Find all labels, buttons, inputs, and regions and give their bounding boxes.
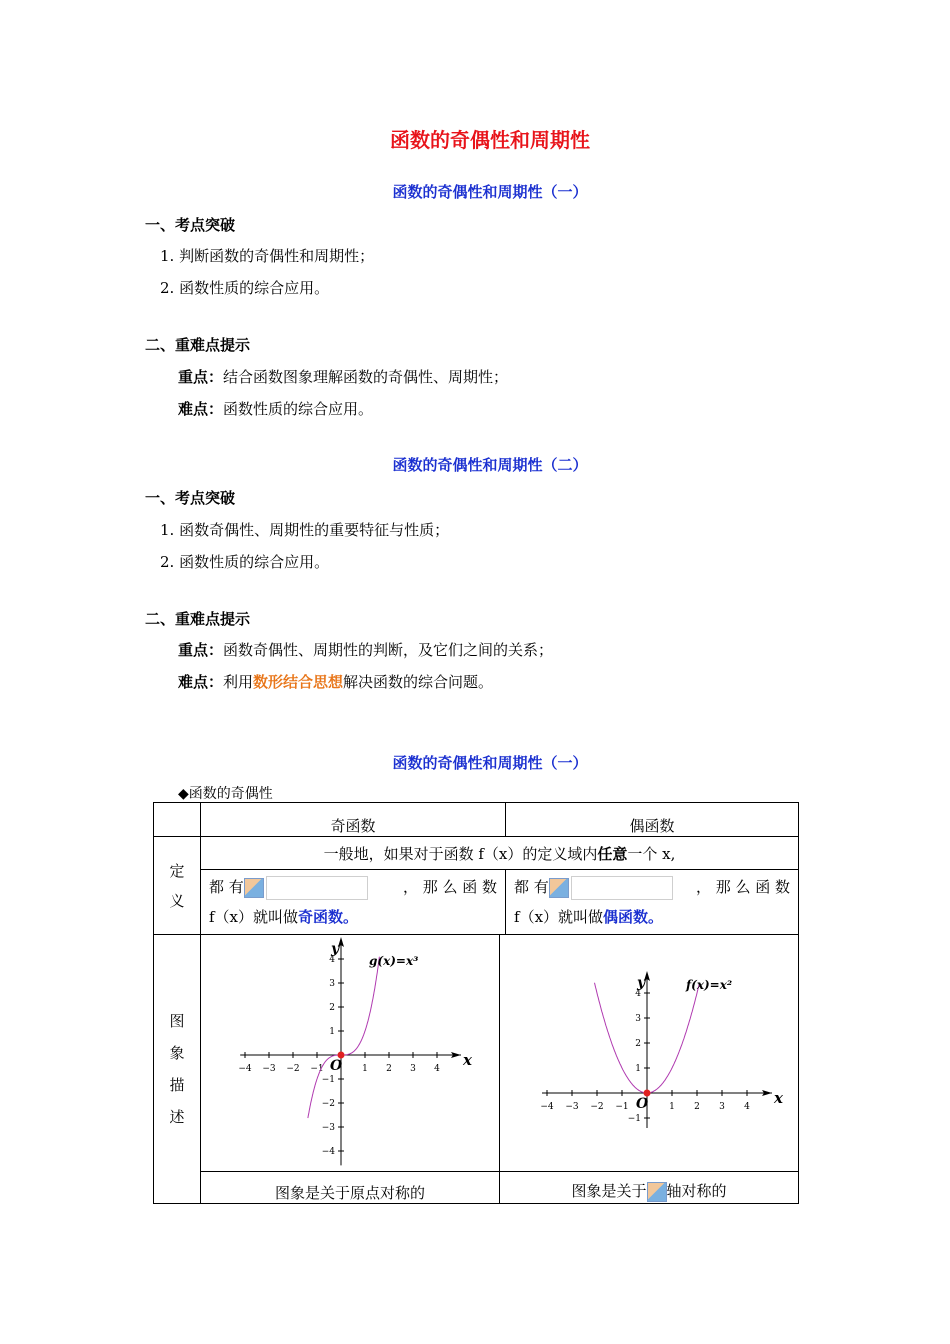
even-description bbox=[500, 1172, 799, 1204]
x-tick-label: 3 bbox=[410, 1064, 416, 1074]
difficulty-line bbox=[178, 671, 493, 692]
heading-exam-points-1: 一、考点突破 bbox=[145, 216, 236, 234]
x-axis-label: x bbox=[463, 1051, 472, 1069]
row-label-graph bbox=[154, 935, 201, 1204]
odd-def-bold: 奇函数。 bbox=[298, 908, 359, 926]
even-def-mid: ， 那 么 函 数 bbox=[695, 878, 791, 896]
header-even: 偶函数 bbox=[506, 803, 799, 837]
key-label: 重点： bbox=[178, 641, 224, 659]
heading-key-points-2: 二、重难点提示 bbox=[145, 610, 251, 628]
x-tick-label: −3 bbox=[565, 1102, 579, 1112]
x-tick-label: 1 bbox=[362, 1064, 368, 1074]
y-axis-label: y bbox=[331, 941, 340, 957]
x-axis-label: x bbox=[774, 1089, 783, 1107]
y-tick-label: 3 bbox=[635, 1014, 641, 1024]
odd-def-line2: f（x）就叫做 bbox=[209, 908, 299, 926]
x-tick-label: −4 bbox=[238, 1064, 252, 1074]
def-common-bold: 任意 bbox=[597, 844, 628, 863]
odd-description: 图象是关于原点对称的 bbox=[201, 1172, 500, 1204]
row-label-definition bbox=[154, 837, 201, 935]
heading-key-points-1: 二、重难点提示 bbox=[145, 336, 251, 354]
difficulty-pre: 利用 bbox=[223, 673, 254, 691]
x-tick-label: 4 bbox=[434, 1064, 440, 1074]
list-item: 2. 函数性质的综合应用。 bbox=[160, 279, 330, 297]
y-axis-label: y bbox=[637, 975, 646, 991]
list-item: 1. 函数奇偶性、周期性的重要特征与性质； bbox=[160, 521, 450, 539]
y-tick-label: −4 bbox=[321, 1147, 335, 1157]
odd-graph-cell bbox=[201, 935, 500, 1172]
row-label-graph-text: 图象描述 bbox=[169, 1012, 185, 1126]
origin-label: O bbox=[636, 1096, 649, 1112]
function-label: g(x)=x³ bbox=[369, 954, 419, 968]
key-text: 结合函数图象理解函数的奇偶性、周期性； bbox=[223, 368, 509, 386]
difficulty-post: 解决函数的综合问题。 bbox=[343, 673, 494, 691]
formula-image-icon bbox=[549, 878, 569, 898]
origin-label: O bbox=[330, 1058, 343, 1074]
x-tick-label: −1 bbox=[615, 1102, 629, 1112]
x-tick-label: −2 bbox=[590, 1102, 604, 1112]
y-tick-label: −2 bbox=[321, 1099, 335, 1109]
key-point-line bbox=[178, 366, 508, 387]
list-item: 1. 判断函数的奇偶性和周期性； bbox=[160, 247, 375, 265]
key-label: 重点： bbox=[178, 368, 224, 386]
y-tick-label: 2 bbox=[635, 1039, 641, 1049]
x-tick-label: −4 bbox=[540, 1102, 554, 1112]
y-tick-label: 4 bbox=[635, 989, 641, 999]
list-item: 2. 函数性质的综合应用。 bbox=[160, 553, 330, 571]
bullet-heading: ◆函数的奇偶性 bbox=[178, 786, 273, 802]
y-tick-label: −3 bbox=[321, 1123, 335, 1133]
y-tick-label: −1 bbox=[627, 1114, 641, 1124]
even-definition bbox=[506, 870, 799, 935]
y-tick-label: 1 bbox=[635, 1064, 641, 1074]
section-subtitle-2: 函数的奇偶性和周期性（二） bbox=[392, 456, 588, 474]
x-tick-label: −3 bbox=[262, 1064, 276, 1074]
x-tick-label: 2 bbox=[694, 1102, 700, 1112]
difficulty-line bbox=[178, 398, 373, 419]
even-graph-cell bbox=[500, 935, 799, 1172]
even-def-bold: 偶函数。 bbox=[603, 908, 664, 926]
difficulty-highlight: 数形结合思想 bbox=[253, 673, 344, 691]
odd-def-mid: ， 那 么 函 数 bbox=[402, 878, 498, 896]
odd-function-graph bbox=[201, 935, 499, 1171]
formula-placeholder bbox=[266, 876, 368, 900]
odd-definition bbox=[201, 870, 506, 935]
even-desc-post: 轴对称的 bbox=[666, 1181, 727, 1200]
def-common-post: 一个 x, bbox=[627, 844, 676, 863]
axis-image-icon bbox=[647, 1182, 667, 1202]
function-label: f(x)=x² bbox=[686, 978, 733, 992]
y-tick-label: −1 bbox=[321, 1075, 335, 1085]
y-tick-label: 4 bbox=[329, 955, 335, 965]
x-tick-label: 4 bbox=[744, 1102, 750, 1112]
parity-table bbox=[153, 802, 799, 1204]
x-tick-label: 1 bbox=[669, 1102, 675, 1112]
x-tick-label: −2 bbox=[286, 1064, 300, 1074]
even-desc-pre: 图象是关于 bbox=[571, 1181, 647, 1200]
x-tick-label: 2 bbox=[386, 1064, 392, 1074]
key-point-line bbox=[178, 639, 553, 660]
difficulty-text: 函数性质的综合应用。 bbox=[223, 400, 374, 418]
definition-common bbox=[201, 837, 799, 870]
document-title: 函数的奇偶性和周期性 bbox=[390, 128, 590, 152]
odd-def-pre: 都 有 bbox=[209, 878, 244, 896]
y-tick-label: 1 bbox=[329, 1027, 335, 1037]
row-label-definition-text: 定义 bbox=[169, 861, 185, 910]
x-tick-label: −1 bbox=[310, 1064, 324, 1074]
y-tick-label: 3 bbox=[329, 979, 335, 989]
difficulty-label: 难点： bbox=[178, 400, 224, 418]
key-text: 函数奇偶性、周期性的判断，及它们之间的关系； bbox=[223, 641, 554, 659]
def-common-pre: 一般地，如果对于函数 f（x）的定义域内 bbox=[323, 844, 598, 863]
header-odd: 奇函数 bbox=[201, 803, 506, 837]
function-curve bbox=[308, 957, 380, 1118]
even-function-graph bbox=[500, 935, 798, 1171]
even-def-pre: 都 有 bbox=[514, 878, 549, 896]
section-subtitle-1: 函数的奇偶性和周期性（一） bbox=[392, 183, 588, 201]
difficulty-label: 难点： bbox=[178, 673, 224, 691]
y-tick-label: 2 bbox=[329, 1003, 335, 1013]
formula-placeholder bbox=[571, 876, 673, 900]
section-subtitle-3: 函数的奇偶性和周期性（一） bbox=[392, 754, 588, 772]
heading-exam-points-2: 一、考点突破 bbox=[145, 489, 236, 507]
even-def-line2: f（x）就叫做 bbox=[514, 908, 604, 926]
x-tick-label: 3 bbox=[719, 1102, 725, 1112]
formula-image-icon bbox=[244, 878, 264, 898]
table-corner bbox=[154, 803, 201, 837]
